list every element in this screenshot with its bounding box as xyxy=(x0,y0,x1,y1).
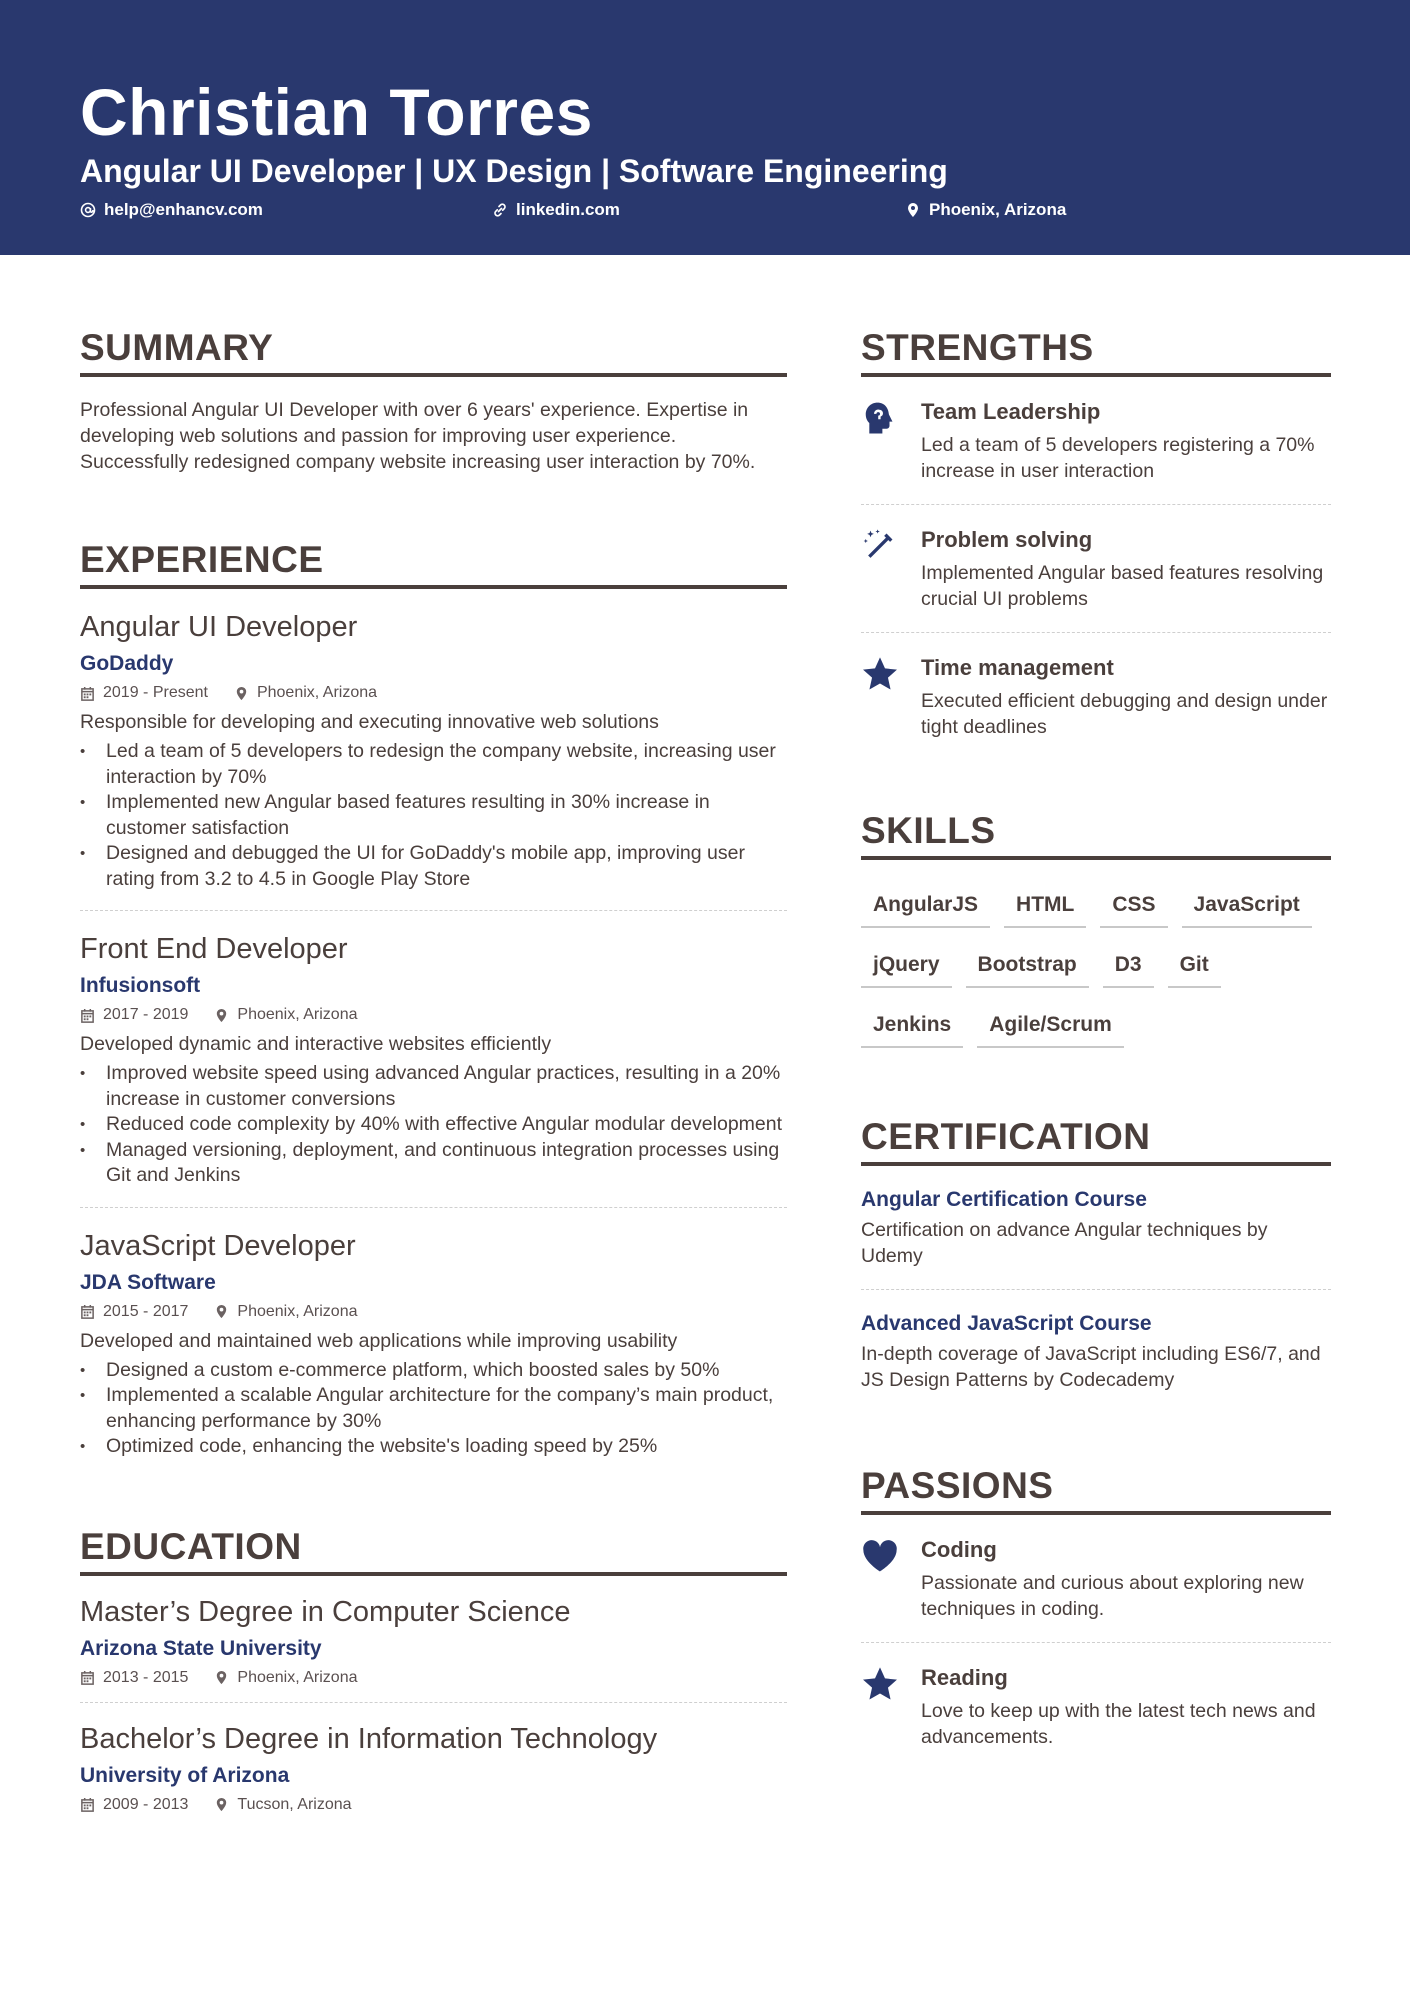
experience-heading: EXPERIENCE xyxy=(80,537,787,589)
education-dates: 2013 - 2015 xyxy=(103,1668,189,1686)
linkedin-text: linkedin.com xyxy=(516,200,620,219)
star-icon xyxy=(861,655,899,693)
job-bullet: • Designed and debugged the UI for GoDaddy's mobile app, improving user rating from 3.2 to 4.5 in Google Play Store xyxy=(80,841,787,892)
job-bullets xyxy=(80,739,787,892)
degree-title: Bachelor’s Degree in Information Technology xyxy=(80,1722,658,1755)
experience-entry xyxy=(80,1207,787,1478)
certification-title: Angular Certification Course xyxy=(861,1188,1147,1211)
left-column xyxy=(80,325,787,1829)
contact-linkedin[interactable] xyxy=(492,198,620,222)
email-text: help@enhancv.com xyxy=(104,200,263,219)
certification-item xyxy=(861,1166,1331,1289)
magic-wand-icon xyxy=(861,527,899,565)
contact-location xyxy=(905,198,1066,222)
education-location: Phoenix, Arizona xyxy=(237,1668,358,1686)
calendar-icon xyxy=(80,1008,95,1023)
location-pin-icon xyxy=(905,202,921,218)
summary-text: Professional Angular UI Developer with over 6 years' experience. Expertise in developing web solutions and passion for improving user experience. Successfully redesigned company website increasing user interaction by 70%. xyxy=(80,399,756,473)
location-pin-icon xyxy=(214,1670,229,1685)
skill-tag: D3 xyxy=(1103,944,1154,988)
skill-tag: AngularJS xyxy=(861,884,990,928)
education-entry xyxy=(80,1702,787,1829)
location-pin-icon xyxy=(214,1008,229,1023)
skill-tag: jQuery xyxy=(861,944,952,988)
skill-tag: JavaScript xyxy=(1182,884,1312,928)
right-column xyxy=(861,325,1331,1770)
job-dates: 2015 - 2017 xyxy=(103,1302,189,1320)
job-description: Developed dynamic and interactive websites efficiently xyxy=(80,1033,552,1055)
skills-heading: SKILLS xyxy=(861,808,1331,860)
passion-description: Love to keep up with the latest tech news and advancements. xyxy=(921,1700,1316,1748)
strength-description: Implemented Angular based features resolving crucial UI problems xyxy=(921,562,1324,610)
calendar-icon xyxy=(80,1670,95,1685)
job-bullet: • Led a team of 5 developers to redesign the company website, increasing user interaction by 70% xyxy=(80,739,787,790)
job-bullet: • Designed a custom e-commerce platform, which boosted sales by 50% xyxy=(80,1358,787,1384)
passion-title: Reading xyxy=(921,1665,1008,1690)
candidate-name: Christian Torres xyxy=(80,75,593,149)
passion-title: Coding xyxy=(921,1537,997,1562)
certification-description: In-depth coverage of JavaScript including ES6/7, and JS Design Patterns by Codecademy xyxy=(861,1343,1321,1391)
certification-title: Advanced JavaScript Course xyxy=(861,1312,1152,1335)
job-bullet: • Improved website speed using advanced Angular practices, resulting in a 20% increase in customer conversions xyxy=(80,1061,787,1112)
degree-title: Master’s Degree in Computer Science xyxy=(80,1595,571,1628)
calendar-icon xyxy=(80,686,95,701)
job-location: Phoenix, Arizona xyxy=(256,684,378,701)
certification-item xyxy=(861,1289,1331,1413)
education-meta xyxy=(80,1666,787,1690)
strength-description: Led a team of 5 developers registering a 70% increase in user interaction xyxy=(921,434,1315,482)
head-icon xyxy=(861,399,899,437)
job-dates: 2019 - Present xyxy=(103,684,208,701)
strength-description: Executed efficient debugging and design under tight deadlines xyxy=(921,690,1328,738)
certification-description: Certification on advance Angular techniques by Udemy xyxy=(861,1219,1268,1267)
job-description: Developed and maintained web applications while improving usability xyxy=(80,1329,678,1352)
strength-item xyxy=(861,504,1331,632)
passion-item xyxy=(861,1642,1331,1770)
job-dates: 2017 - 2019 xyxy=(103,1006,189,1023)
resume-header xyxy=(0,0,1410,255)
education-heading: EDUCATION xyxy=(80,1524,787,1576)
skill-tag: Git xyxy=(1168,944,1221,988)
skill-tag: Jenkins xyxy=(861,1004,963,1048)
school-name: Arizona State University xyxy=(80,1636,322,1660)
location-text: Phoenix, Arizona xyxy=(929,200,1067,219)
company-name: Infusionsoft xyxy=(80,974,201,997)
job-bullet: • Implemented new Angular based features resulting in 30% increase in customer satisfaction xyxy=(80,790,787,841)
job-meta xyxy=(80,1003,787,1027)
job-title: JavaScript Developer xyxy=(80,1229,356,1262)
strengths-heading: STRENGTHS xyxy=(861,325,1331,377)
job-bullet: • Optimized code, enhancing the website's loading speed by 25% xyxy=(80,1434,787,1460)
calendar-icon xyxy=(80,1797,95,1812)
passion-item xyxy=(861,1515,1331,1642)
strength-item xyxy=(861,632,1331,760)
job-location: Phoenix, Arizona xyxy=(237,1006,358,1023)
company-name: GoDaddy xyxy=(80,652,174,675)
experience-entry xyxy=(80,910,787,1207)
strength-title: Problem solving xyxy=(921,527,1093,552)
skill-tag: Agile/Scrum xyxy=(977,1004,1124,1048)
job-bullet: • Reduced code complexity by 40% with effective Angular modular development xyxy=(80,1112,787,1138)
job-meta xyxy=(80,681,787,705)
at-icon xyxy=(80,202,96,218)
location-pin-icon xyxy=(234,686,249,701)
school-name: University of Arizona xyxy=(80,1763,290,1787)
education-dates: 2009 - 2013 xyxy=(103,1795,189,1813)
job-title: Angular UI Developer xyxy=(80,611,358,643)
education-meta xyxy=(80,1793,787,1817)
skill-tag: HTML xyxy=(1004,884,1086,928)
education-entry xyxy=(80,1576,787,1702)
strength-item xyxy=(861,377,1331,504)
heart-icon xyxy=(861,1537,899,1575)
star-icon xyxy=(861,1665,899,1703)
skill-tag: CSS xyxy=(1100,884,1167,928)
job-title: Front End Developer xyxy=(80,933,348,965)
skill-tag: Bootstrap xyxy=(966,944,1089,988)
job-location: Phoenix, Arizona xyxy=(237,1302,358,1320)
job-description: Responsible for developing and executing innovative web solutions xyxy=(80,711,659,733)
passions-heading: PASSIONS xyxy=(861,1463,1331,1515)
candidate-headline: Angular UI Developer | UX Design | Software Engineering xyxy=(80,153,948,189)
certification-heading: CERTIFICATION xyxy=(861,1114,1331,1166)
contact-email[interactable] xyxy=(80,198,263,222)
calendar-icon xyxy=(80,1304,95,1319)
job-meta xyxy=(80,1300,787,1324)
location-pin-icon xyxy=(214,1304,229,1319)
summary-heading: SUMMARY xyxy=(80,325,787,377)
experience-entry xyxy=(80,589,787,910)
education-location: Tucson, Arizona xyxy=(237,1795,352,1813)
company-name: JDA Software xyxy=(80,1270,216,1294)
job-bullets xyxy=(80,1061,787,1189)
job-bullet: • Managed versioning, deployment, and continuous integration processes using Git and Jenkins xyxy=(80,1138,787,1189)
link-icon xyxy=(492,202,508,218)
strength-title: Team Leadership xyxy=(921,399,1101,424)
job-bullets xyxy=(80,1358,787,1460)
job-bullet: • Implemented a scalable Angular architecture for the company’s main product, enhancing performance by 30% xyxy=(80,1383,787,1434)
passion-description: Passionate and curious about exploring new techniques in coding. xyxy=(921,1572,1304,1620)
location-pin-icon xyxy=(214,1797,229,1812)
strength-title: Time management xyxy=(921,655,1114,680)
skills-list xyxy=(861,884,1331,1064)
